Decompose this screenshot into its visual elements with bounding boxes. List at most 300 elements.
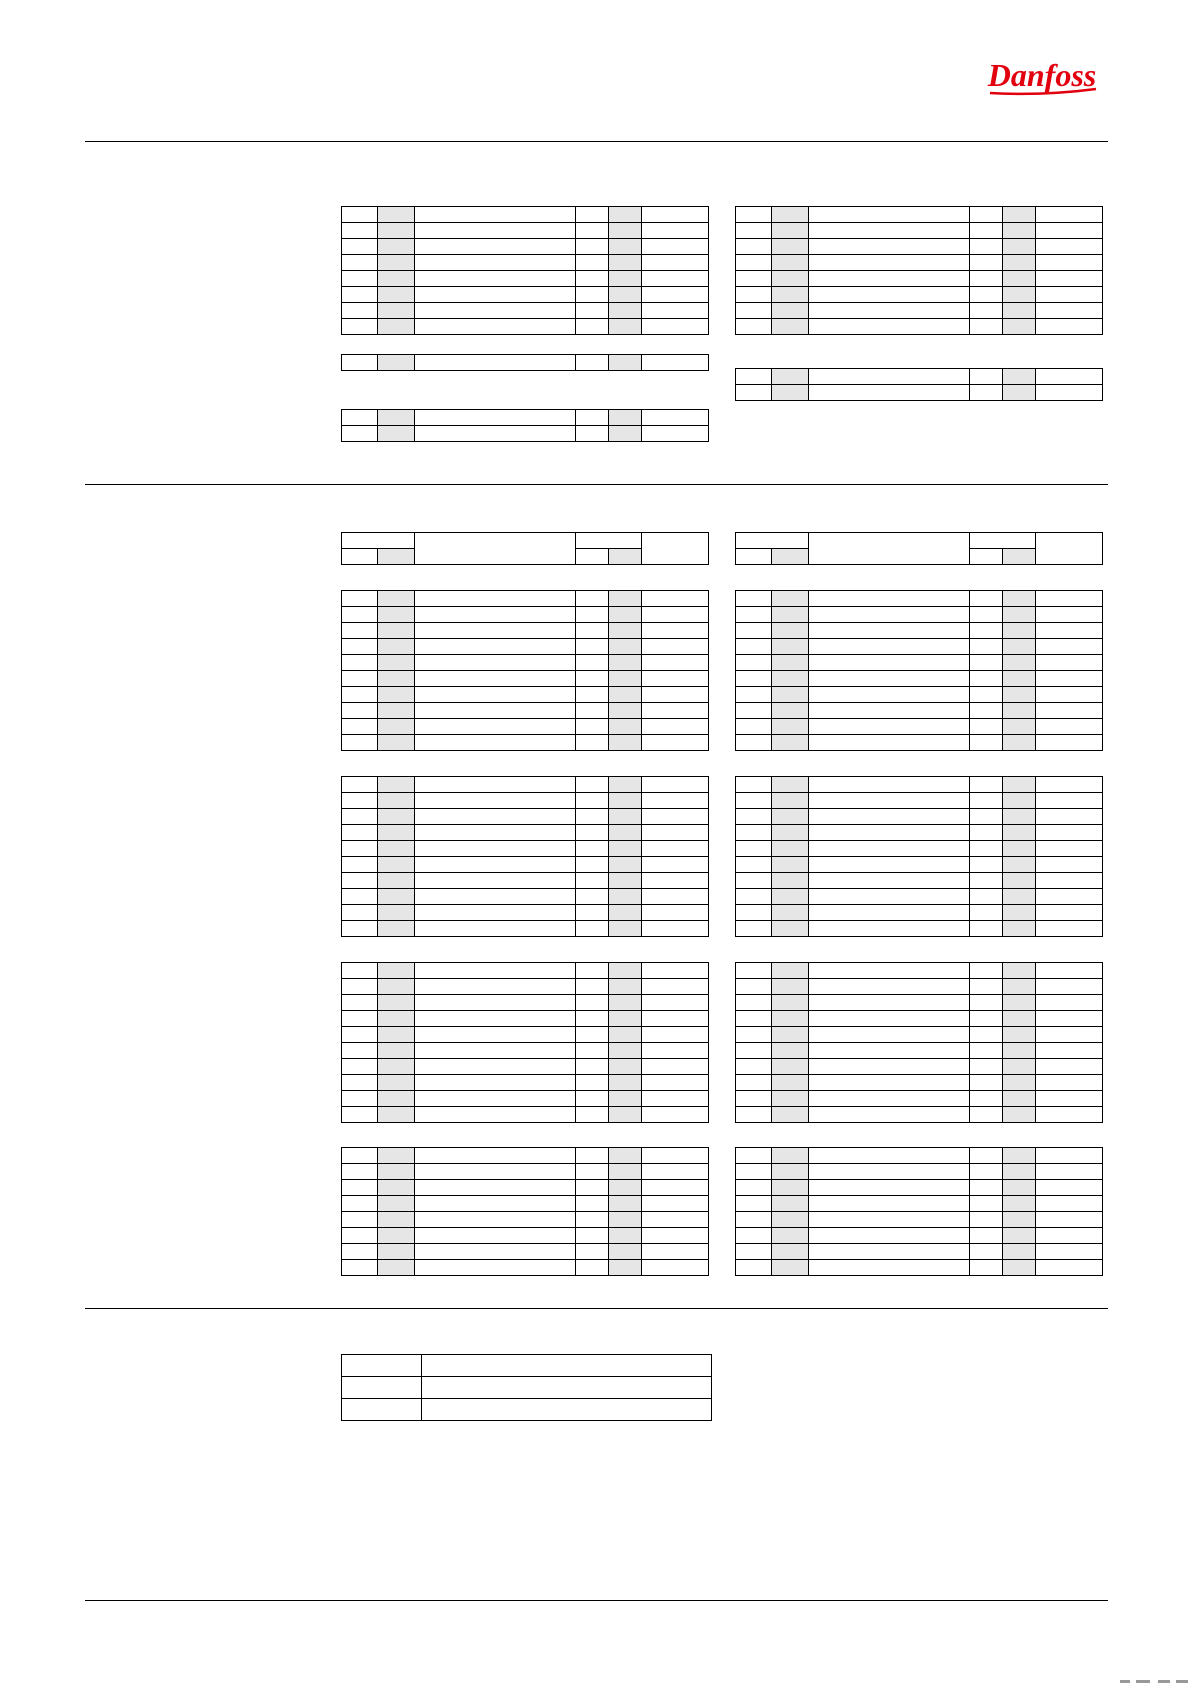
table-row (342, 1164, 709, 1180)
table-cell (970, 1148, 1003, 1164)
table-cell (609, 410, 642, 426)
table-cell (1003, 703, 1036, 719)
table-cell (415, 1228, 576, 1244)
table-cell (970, 995, 1003, 1011)
header-cell (970, 533, 1036, 549)
table-cell (772, 239, 809, 255)
section-divider-3 (85, 1308, 1108, 1309)
table-cell (415, 426, 576, 442)
table-cell (642, 687, 709, 703)
table-cell (1003, 287, 1036, 303)
table-cell (772, 1107, 809, 1123)
table-row (736, 921, 1103, 937)
table-cell (736, 1228, 772, 1244)
table-cell (736, 1244, 772, 1260)
table-cell (809, 857, 970, 873)
table-cell (1003, 1148, 1036, 1164)
table-cell (576, 1011, 609, 1027)
table-4a (341, 962, 709, 1123)
table-cell (609, 319, 642, 335)
table-cell (609, 591, 642, 607)
table-row (736, 671, 1103, 687)
table-cell (970, 809, 1003, 825)
table-1e (341, 409, 709, 442)
table-cell (378, 1180, 415, 1196)
table-cell (642, 857, 709, 873)
table-cell (609, 639, 642, 655)
table-cell (642, 825, 709, 841)
table-row (342, 271, 709, 287)
table-row (736, 735, 1103, 751)
table-cell (1036, 719, 1103, 735)
section-divider-top (85, 141, 1108, 142)
table-key (341, 1354, 712, 1421)
table-cell (415, 239, 576, 255)
table-cell (772, 687, 809, 703)
table-cell (1003, 1043, 1036, 1059)
table-cell (736, 1164, 772, 1180)
table-cell (342, 777, 378, 793)
table-cell (1003, 1075, 1036, 1091)
table-cell (576, 410, 609, 426)
table-cell (809, 223, 970, 239)
table-cell (378, 793, 415, 809)
table-cell (576, 591, 609, 607)
table-cell (642, 207, 709, 223)
table-cell (342, 889, 378, 905)
table-cell (642, 255, 709, 271)
table-cell (772, 1260, 809, 1276)
table-cell (970, 841, 1003, 857)
table-cell (1036, 671, 1103, 687)
table-cell (1003, 207, 1036, 223)
table-row (342, 1228, 709, 1244)
table-cell (1036, 271, 1103, 287)
table-cell (772, 623, 809, 639)
table-cell (642, 1011, 709, 1027)
table-cell (576, 1148, 609, 1164)
table-cell (736, 1260, 772, 1276)
bottom-edge-marks (1100, 1680, 1192, 1685)
table-cell (342, 1355, 422, 1377)
table-cell (342, 410, 378, 426)
table-cell (736, 841, 772, 857)
table-cell (576, 287, 609, 303)
table-row (342, 1027, 709, 1043)
table-cell (970, 1091, 1003, 1107)
table-cell (772, 777, 809, 793)
table-cell (1003, 995, 1036, 1011)
table-cell (1003, 1164, 1036, 1180)
table-cell (378, 687, 415, 703)
table-cell (342, 719, 378, 735)
table-row (736, 207, 1103, 223)
table-cell (736, 777, 772, 793)
table-cell (736, 1059, 772, 1075)
table-cell (970, 719, 1003, 735)
table-cell (342, 255, 378, 271)
table-cell (970, 1075, 1003, 1091)
table-cell (342, 921, 378, 937)
table-cell (342, 303, 378, 319)
table-cell (609, 355, 642, 371)
table-cell (642, 319, 709, 335)
table-cell (642, 655, 709, 671)
table-cell (378, 1059, 415, 1075)
table-cell (736, 719, 772, 735)
table-cell (772, 905, 809, 921)
table-1b (735, 206, 1103, 335)
table-row (736, 271, 1103, 287)
table-cell (609, 623, 642, 639)
table-cell (1003, 687, 1036, 703)
table-row (342, 777, 709, 793)
table-cell (1003, 735, 1036, 751)
table-cell (576, 995, 609, 1011)
table-cell (576, 655, 609, 671)
table-cell (576, 1196, 609, 1212)
table-cell (642, 1091, 709, 1107)
table-cell (415, 735, 576, 751)
table-cell (415, 1260, 576, 1276)
table-row (736, 687, 1103, 703)
table-cell (736, 687, 772, 703)
table-cell (809, 889, 970, 905)
table-cell (1036, 369, 1103, 385)
table-row (342, 1043, 709, 1059)
table-cell (1036, 223, 1103, 239)
table-cell (809, 921, 970, 937)
table-cell (736, 995, 772, 1011)
table-cell (1036, 1196, 1103, 1212)
table-cell (1003, 1196, 1036, 1212)
table-cell (970, 1043, 1003, 1059)
table-cell (378, 319, 415, 335)
table-cell (772, 255, 809, 271)
table-row (342, 671, 709, 687)
table-cell (1003, 921, 1036, 937)
table-cell (415, 410, 576, 426)
table-cell (609, 1027, 642, 1043)
table-cell (1036, 963, 1103, 979)
table-row (342, 623, 709, 639)
table-cell (378, 639, 415, 655)
table-row (342, 355, 709, 371)
table-cell (772, 1148, 809, 1164)
table-2b (735, 590, 1103, 751)
table-cell (970, 1228, 1003, 1244)
table-cell (1036, 857, 1103, 873)
table-cell (1003, 369, 1036, 385)
table-cell (1036, 287, 1103, 303)
table-cell (772, 963, 809, 979)
table-cell (1036, 687, 1103, 703)
table-cell (772, 607, 809, 623)
table-cell (736, 255, 772, 271)
table-cell (736, 921, 772, 937)
table-1a (341, 206, 709, 335)
table-cell (1036, 735, 1103, 751)
table-cell (342, 857, 378, 873)
table-cell (1003, 963, 1036, 979)
table-cell (736, 1043, 772, 1059)
table-cell (342, 1399, 422, 1421)
table-cell (576, 271, 609, 287)
table-cell (809, 905, 970, 921)
table-cell (809, 671, 970, 687)
table-cell (378, 719, 415, 735)
table-cell (342, 793, 378, 809)
table-cell (1003, 1180, 1036, 1196)
danfoss-logo-icon (982, 52, 1102, 102)
table-cell (576, 623, 609, 639)
table-cell (342, 995, 378, 1011)
table-row (736, 655, 1103, 671)
table-cell (576, 857, 609, 873)
table-row (342, 1059, 709, 1075)
table-row (736, 873, 1103, 889)
footer-divider (85, 1600, 1108, 1601)
table-cell (642, 1196, 709, 1212)
table-cell (809, 1164, 970, 1180)
table-cell (1036, 825, 1103, 841)
table-row (736, 1228, 1103, 1244)
table-cell (970, 905, 1003, 921)
table-cell (1036, 793, 1103, 809)
table-cell (415, 1148, 576, 1164)
table-cell (809, 385, 970, 401)
table-cell (809, 995, 970, 1011)
table-cell (415, 1011, 576, 1027)
table-cell (576, 1212, 609, 1228)
table-cell (609, 1196, 642, 1212)
table-cell (415, 1091, 576, 1107)
table-cell (736, 963, 772, 979)
table-cell (736, 857, 772, 873)
table-cell (1036, 623, 1103, 639)
table-cell (736, 369, 772, 385)
table-cell (736, 287, 772, 303)
table-2-header-left (341, 532, 709, 565)
table-cell (609, 239, 642, 255)
table-cell (809, 687, 970, 703)
table-cell (736, 1107, 772, 1123)
table-cell (378, 1228, 415, 1244)
table-cell (970, 655, 1003, 671)
table-cell (576, 319, 609, 335)
table-cell (642, 777, 709, 793)
table-cell (642, 921, 709, 937)
table-cell (809, 825, 970, 841)
table-cell (576, 1180, 609, 1196)
table-cell (415, 921, 576, 937)
table-cell (809, 841, 970, 857)
table-cell (736, 793, 772, 809)
table-cell (415, 639, 576, 655)
table-cell (1003, 1260, 1036, 1276)
table-cell (342, 1212, 378, 1228)
table-cell (772, 857, 809, 873)
table-row (736, 1059, 1103, 1075)
table-row (736, 623, 1103, 639)
table-cell (970, 607, 1003, 623)
table-cell (576, 239, 609, 255)
table-cell (342, 963, 378, 979)
table-cell (609, 207, 642, 223)
table-cell (809, 777, 970, 793)
table-cell (642, 1164, 709, 1180)
table-cell (415, 873, 576, 889)
table-cell (970, 979, 1003, 995)
table-cell (809, 639, 970, 655)
table-cell (970, 687, 1003, 703)
table-cell (342, 607, 378, 623)
table-cell (342, 1027, 378, 1043)
table-cell (1036, 385, 1103, 401)
table-cell (342, 426, 378, 442)
table-row (736, 809, 1103, 825)
table-cell (415, 995, 576, 1011)
table-cell (642, 1043, 709, 1059)
table-cell (1036, 995, 1103, 1011)
table-cell (378, 1027, 415, 1043)
table-cell (642, 719, 709, 735)
table-1c (341, 354, 709, 371)
table-cell (970, 1196, 1003, 1212)
table-cell (642, 271, 709, 287)
table-row (736, 1011, 1103, 1027)
table-3a (341, 776, 709, 937)
table-cell (1003, 591, 1036, 607)
table-cell (809, 1196, 970, 1212)
table-cell (772, 1027, 809, 1043)
table-cell (378, 841, 415, 857)
table-row (736, 1148, 1103, 1164)
table-cell (609, 1107, 642, 1123)
table-cell (415, 889, 576, 905)
table-cell (378, 655, 415, 671)
table-cell (809, 1228, 970, 1244)
table-cell (970, 271, 1003, 287)
header-cell (736, 549, 772, 565)
table-row (342, 1399, 712, 1421)
table-cell (736, 385, 772, 401)
table-cell (772, 921, 809, 937)
table-cell (970, 385, 1003, 401)
table-cell (609, 809, 642, 825)
table-cell (415, 623, 576, 639)
table-cell (609, 979, 642, 995)
table-cell (378, 1148, 415, 1164)
table-cell (576, 979, 609, 995)
table-cell (378, 410, 415, 426)
table-cell (342, 905, 378, 921)
logo-wordmark: Danfoss (987, 57, 1097, 93)
table-cell (809, 1043, 970, 1059)
table-cell (609, 607, 642, 623)
table-cell (970, 591, 1003, 607)
table-cell (1036, 1148, 1103, 1164)
table-cell (736, 303, 772, 319)
table-cell (415, 1027, 576, 1043)
table-row (736, 825, 1103, 841)
table-header-row (736, 533, 1103, 549)
table-cell (642, 963, 709, 979)
table-cell (342, 1377, 422, 1399)
table-cell (576, 889, 609, 905)
table-cell (809, 1075, 970, 1091)
table-cell (642, 239, 709, 255)
table-cell (378, 1212, 415, 1228)
table-cell (1003, 607, 1036, 623)
table-cell (809, 303, 970, 319)
table-cell (1036, 1091, 1103, 1107)
table-cell (609, 1011, 642, 1027)
table-cell (772, 825, 809, 841)
table-cell (809, 793, 970, 809)
table-cell (772, 303, 809, 319)
table-cell (378, 591, 415, 607)
table-row (342, 889, 709, 905)
table-cell (342, 1011, 378, 1027)
table-cell (609, 303, 642, 319)
table-row (736, 639, 1103, 655)
table-row (736, 369, 1103, 385)
table-cell (642, 905, 709, 921)
table-cell (809, 1212, 970, 1228)
table-cell (342, 319, 378, 335)
table-cell (415, 591, 576, 607)
table-cell (576, 1260, 609, 1276)
table-3b (735, 776, 1103, 937)
table-cell (970, 207, 1003, 223)
table-cell (576, 735, 609, 751)
table-cell (1003, 1244, 1036, 1260)
table-cell (772, 1059, 809, 1075)
table-cell (1036, 655, 1103, 671)
header-cell (736, 533, 809, 549)
table-row (342, 841, 709, 857)
table-cell (422, 1355, 712, 1377)
table-cell (1036, 703, 1103, 719)
table-cell (576, 355, 609, 371)
table-cell (378, 1091, 415, 1107)
table-cell (378, 607, 415, 623)
table-cell (576, 671, 609, 687)
table-cell (809, 703, 970, 719)
table-row (736, 963, 1103, 979)
table-cell (809, 591, 970, 607)
table-cell (772, 207, 809, 223)
table-cell (736, 1180, 772, 1196)
table-cell (970, 303, 1003, 319)
header-cell (576, 549, 609, 565)
table-cell (576, 1091, 609, 1107)
table-cell (772, 271, 809, 287)
table-cell (809, 623, 970, 639)
table-cell (736, 905, 772, 921)
table-cell (342, 1075, 378, 1091)
table-cell (970, 671, 1003, 687)
table-cell (1036, 607, 1103, 623)
table-row (736, 607, 1103, 623)
table-row (736, 1027, 1103, 1043)
table-cell (342, 639, 378, 655)
table-cell (736, 873, 772, 889)
table-row (342, 591, 709, 607)
table-row (342, 687, 709, 703)
table-row (736, 777, 1103, 793)
